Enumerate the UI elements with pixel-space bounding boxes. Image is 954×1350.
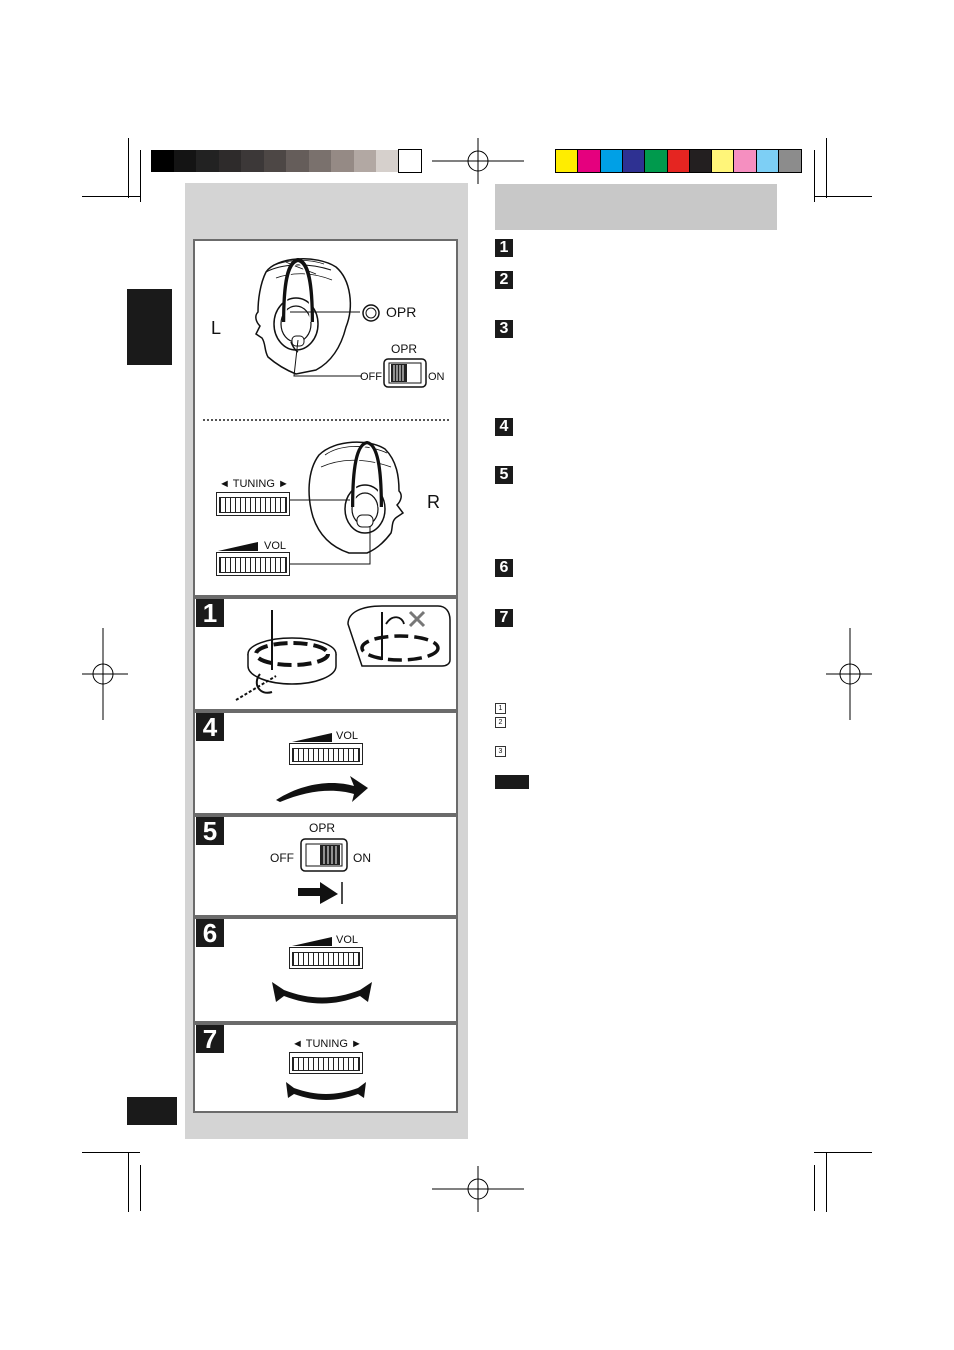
vol-wheel: [216, 552, 290, 576]
step-badge: 4: [196, 713, 224, 741]
step-badge: 2: [495, 271, 513, 289]
tuning-wheel: [216, 492, 290, 516]
opr-slide-switch: [300, 838, 348, 872]
vol-label: VOL: [336, 730, 359, 742]
step-badge: 6: [196, 919, 224, 947]
step-badge: 5: [495, 466, 513, 484]
opr-indicator-label: OPR: [386, 304, 417, 320]
gray-swatch: [331, 150, 354, 172]
crop-mark: [826, 138, 827, 198]
step-badge: 7: [495, 609, 513, 627]
turn-right-arrow-icon: [274, 772, 370, 804]
vol-wedge-icon: [218, 540, 258, 552]
right-label: R: [427, 492, 440, 512]
leader-lines: [290, 496, 380, 568]
step-badge: 1: [196, 599, 224, 627]
left-label: L: [211, 318, 222, 338]
color-swatch: [734, 150, 756, 172]
note-number: 3: [495, 746, 506, 757]
on-label: ON: [428, 371, 445, 383]
color-swatch: [556, 150, 578, 172]
color-swatch: [690, 150, 712, 172]
crop-mark: [140, 150, 141, 202]
note-number: 2: [495, 717, 506, 728]
registration-mark-icon: [82, 628, 128, 720]
opr-switch-label: OPR: [391, 342, 418, 356]
off-label: OFF: [270, 851, 294, 865]
turn-both-ways-arrow-icon: [270, 976, 374, 1010]
opr-slide-switch: [383, 358, 427, 388]
vol-label: VOL: [336, 934, 359, 946]
note-heading-bar: [495, 775, 529, 789]
registration-mark-icon: [432, 1166, 524, 1212]
crop-mark: [814, 1165, 815, 1211]
gray-swatch: [264, 150, 287, 172]
step-badge: 5: [196, 817, 224, 845]
vol-wheel: [289, 947, 363, 969]
registration-mark-icon: [432, 138, 524, 184]
on-label: ON: [353, 851, 371, 865]
note-number: 1: [495, 703, 506, 714]
vol-label: VOL: [264, 540, 287, 552]
color-swatch: [779, 150, 801, 172]
color-swatch: [578, 150, 600, 172]
crop-mark: [814, 196, 872, 197]
color-swatch: [668, 150, 690, 172]
crop-mark: [814, 150, 815, 202]
vol-wedge-icon: [292, 731, 332, 743]
gray-swatch: [196, 150, 219, 172]
language-tab: [127, 289, 172, 365]
gray-swatch: [151, 150, 174, 172]
dotted-separator: [203, 419, 449, 421]
step-badge: 4: [495, 418, 513, 436]
crop-mark: [128, 138, 129, 198]
color-swatch: [601, 150, 623, 172]
page-number-box: [127, 1097, 177, 1125]
crop-mark: [140, 1165, 141, 1211]
slide-right-arrow-icon: [298, 880, 346, 906]
turn-both-ways-arrow-icon: [284, 1078, 368, 1104]
gray-swatch: [174, 150, 197, 172]
color-swatch: [712, 150, 734, 172]
gray-swatch: [399, 150, 422, 172]
color-swatch: [645, 150, 667, 172]
gray-swatch: [241, 150, 264, 172]
opr-switch-label: OPR: [309, 821, 336, 835]
crop-mark: [128, 1152, 129, 1212]
gray-swatch: [354, 150, 377, 172]
color-swatch: [623, 150, 645, 172]
registration-mark-icon: [826, 628, 872, 720]
gray-swatch: [286, 150, 309, 172]
crop-mark: [82, 196, 140, 197]
antenna-icon: [232, 604, 454, 706]
crop-mark: [814, 1152, 872, 1153]
section-header-bar: [495, 184, 777, 230]
step-badge: 6: [495, 559, 513, 577]
tuning-wheel: [289, 1052, 363, 1074]
step-badge: 3: [495, 320, 513, 338]
gray-swatch: [376, 150, 399, 172]
tuning-label: ◄ TUNING ►: [219, 478, 289, 490]
step-badge: 1: [495, 239, 513, 257]
step-badge: 7: [196, 1025, 224, 1053]
crop-mark: [826, 1152, 827, 1212]
color-swatch: [757, 150, 779, 172]
tuning-label: ◄ TUNING ►: [292, 1038, 362, 1050]
crop-mark: [82, 1152, 140, 1153]
off-label: OFF: [360, 371, 382, 383]
vol-wedge-icon: [292, 935, 332, 947]
gray-swatch: [219, 150, 242, 172]
gray-swatch: [309, 150, 332, 172]
vol-wheel: [289, 743, 363, 765]
